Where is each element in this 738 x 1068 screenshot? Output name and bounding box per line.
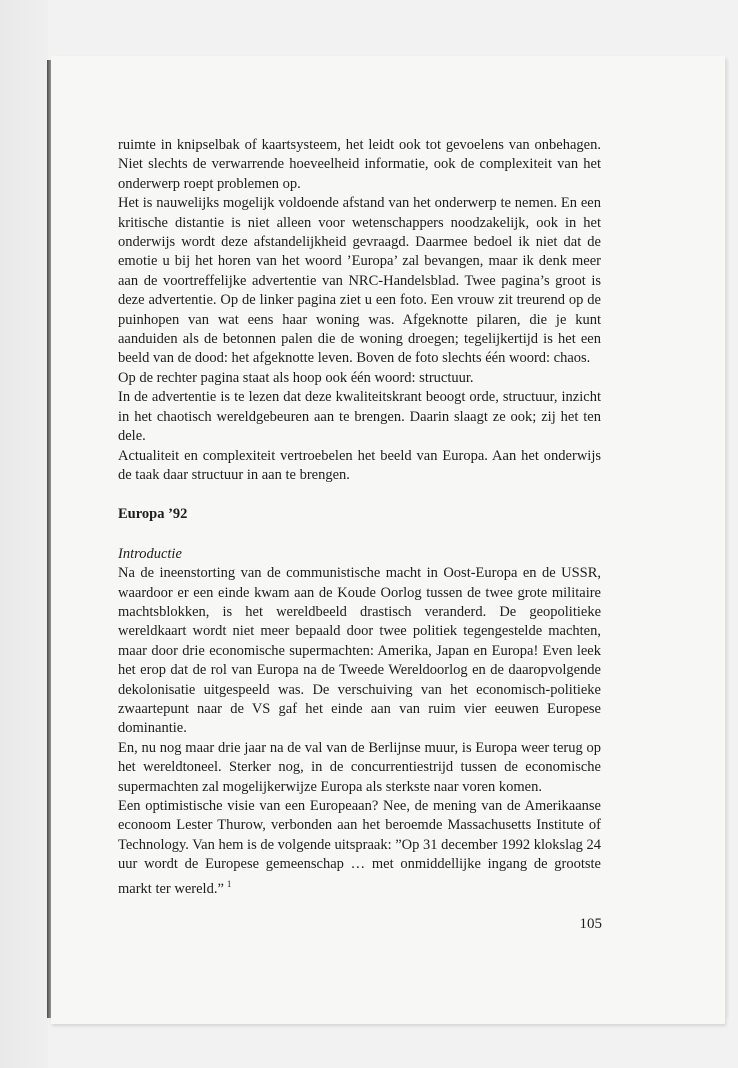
subheading: Introductie: [118, 545, 182, 562]
paragraph: En, nu nog maar drie jaar na de val van de Berlijnse muur, is Europa weer terug op het wereldtoneel. Sterker nog, in de concurrentiestrijd tussen de economische supermachten zal mogelijkerwijze Europa als sterkste naar voren komen.: [118, 739, 601, 795]
page-number: 105: [579, 916, 602, 932]
paragraph: Op de rechter pagina staat als hoop ook één woord: structuur.: [118, 369, 474, 386]
paragraph: Het is nauwelijks mogelijk voldoende afstand van het onderwerp te nemen. En een kritische distantie is niet alleen voor wetenschappers noodzakelijk, ook in het onderwijs wordt deze afstandelijkheid gevraagd. Daarmee bedoel ik niet dat de emotie u bij het horen van het woord ’Europa’ zal bevangen, maar ik denk meer aan de voortreffelijke advertentie van NRC-Handelsblad. Twee pagina’s groot is deze advertentie. Op de linker pagina ziet u een foto. Een vrouw zit treurend op de puinhopen van wat eens haar woning was. Afgeknotte pilaren, die je kunt aanduiden als de betonnen palen die de woning droegen; tegelijkertijd is het een beeld van de dood: het afgeknotte leven. Boven de foto slechts één woord: chaos.: [118, 195, 601, 367]
footnote-marker[interactable]: 1: [226, 878, 232, 889]
page-edge: [725, 60, 729, 1018]
paragraph: ruimte in knipselbak of kaartsysteem, het leidt ook tot gevoelens van onbehagen. Niet slechts de verwarrende hoeveelheid informatie, ook de complexiteit van het onderwerp roept problemen op.: [118, 137, 601, 192]
section-heading: Europa ’92: [118, 506, 188, 523]
quote-paragraph: [118, 797, 601, 899]
paragraph: Na de ineenstorting van de communistische macht in Oost-Europa en de USSR, waardoor er een einde kwam aan de Koude Oorlog tussen de twee grote militaire machtsblokken, is het wereldbeeld drastisch veranderd. De geopolitieke wereldkaart wordt niet meer bepaald door twee politiek tegengestelde machten, maar door drie economische supermachten: Amerika, Japan en Europa! Even leek het erop dat de rol van Europa na de Tweede Wereldoorlog en de daaropvolgende dekolonisatie uitgespeeld was. De verschuiving van het economisch-politieke zwaartepunt naar de VS gaf het einde aan van ruim vier eeuwen Europese dominantie.: [118, 565, 601, 737]
paragraph: Actualiteit en complexiteit vertroebelen het beeld van Europa. Aan het onderwijs de taak daar structuur in aan te brengen.: [118, 447, 601, 483]
page-text: [118, 136, 601, 899]
paragraph: In de advertentie is te lezen dat deze kwaliteitskrant beoogt orde, structuur, inzicht in het chaotisch wereldgebeuren aan te brengen. Daarin slaagt ze ook; zij het ten dele.: [118, 389, 601, 445]
quote-text: Een optimistische visie van een Europeaan? Nee, de mening van de Amerikaanse econoom Lester Thurow, verbonden aan het beroemde Massachusetts Institute of Technology. Van hem is de volgende uitspraak: ”Op 31 december 1992 klokslag 24 uur wordt de Europese gemeenschap … met onmiddellijke ingang de grootste markt ter wereld.”: [118, 798, 602, 897]
scan-background: [0, 0, 48, 1068]
